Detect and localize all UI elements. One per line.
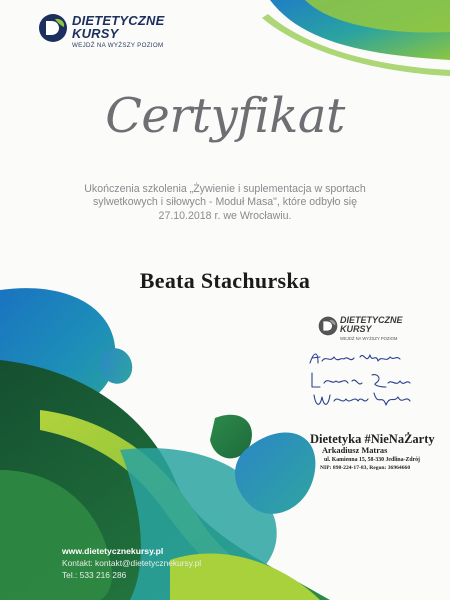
signature-3 [314, 393, 410, 405]
certificate-description: Ukończenia szkolenia „Żywienie i suplementacja w sportach sylwetkowych i siłowych - Moduł Masa", które odbyło się 27.10.2018 r. we Wrocławiu. [84, 183, 366, 222]
handwritten-signatures [300, 343, 420, 413]
certificate-title: Certyfikat [105, 88, 345, 144]
signature-2 [312, 373, 410, 387]
stamp-tax-ids: NIP: 898-224-17-83, Regon: 36964660 [320, 465, 411, 471]
website-link[interactable]: www.dietetycznekursy.pl [62, 546, 164, 556]
stamp-company: Dietetyka #NieNaŻarty [310, 432, 435, 446]
stamp-owner: Arkadiusz Matras [322, 446, 388, 455]
dk-logo-icon [318, 316, 338, 336]
brand-logo [38, 13, 218, 59]
recipient-name: Beata Stachurska [139, 268, 311, 293]
contact-email[interactable]: Kontakt: kontakt@dietetycznekursy.pl [62, 558, 202, 568]
brand-name: DIETETYCZNE KURSY [72, 13, 165, 41]
signature-logo [318, 316, 438, 346]
signature-logo-name: DIETETYCZNE KURSY [340, 315, 403, 334]
footer-contact [62, 545, 201, 581]
dk-logo-icon [38, 13, 68, 43]
stamp-address: ul. Kamienna 15, 58-330 Jedlina-Zdrój [324, 457, 420, 463]
company-stamp [310, 432, 450, 472]
signature-logo-tagline: WEJDŹ NA WYŻSZY POZIOM [340, 336, 398, 341]
signature-1 [310, 354, 400, 363]
brand-tagline: WEJDŹ NA WYŻSZY POZIOM [72, 42, 164, 49]
contact-phone[interactable]: Tel.: 533 216 286 [62, 570, 127, 580]
